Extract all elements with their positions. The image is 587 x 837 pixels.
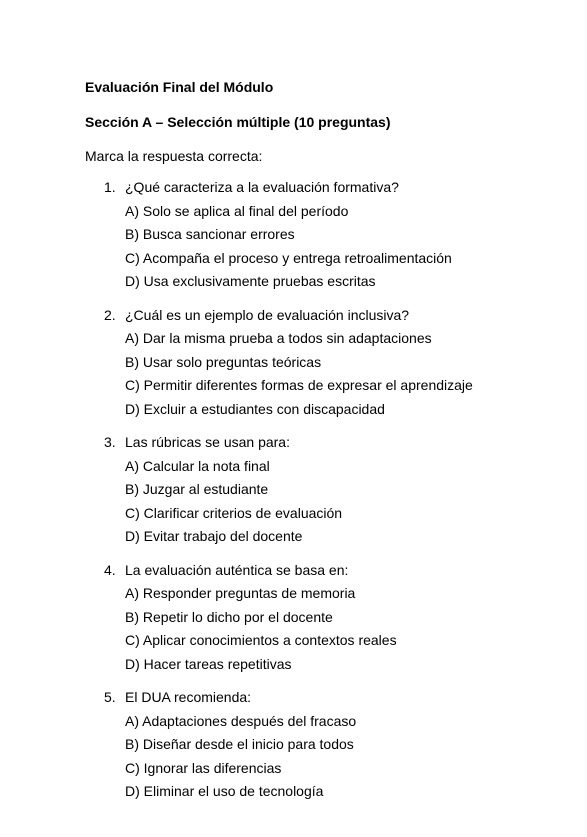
question-4: [104, 559, 574, 677]
question-3: [104, 431, 574, 549]
answer-option: A) Responder preguntas de memoria: [125, 585, 356, 601]
answer-option: A) Dar la misma prueba a todos sin adaptaciones: [125, 330, 432, 346]
answer-option: B) Juzgar al estudiante: [125, 481, 269, 497]
answer-option: C) Clarificar criterios de evaluación: [125, 504, 343, 521]
question-number: 2.: [104, 306, 116, 323]
answer-option: D) Usa exclusivamente pruebas escritas: [125, 273, 376, 289]
question-2: [104, 304, 574, 422]
question-text: ¿Qué caracteriza a la evaluación formativa?: [125, 179, 399, 195]
question-number: 4.: [104, 561, 116, 578]
document-title: Evaluación Final del Módulo: [85, 79, 274, 95]
answer-option: B) Diseñar desde el inicio para todos: [125, 736, 354, 752]
answer-option: B) Repetir lo dicho por el docente: [125, 608, 333, 625]
question-text: ¿Cuál es un ejemplo de evaluación inclusiva?: [125, 306, 410, 323]
question-number: 5.: [104, 689, 116, 705]
question-1: [104, 176, 574, 294]
answer-option: B) Usar solo preguntas teóricas: [125, 353, 322, 370]
answer-option: C) Aplicar conocimientos a contextos reales: [125, 632, 397, 648]
answer-option: C) Permitir diferentes formas de expresar el aprendizaje: [125, 377, 473, 393]
question-5: [104, 686, 574, 804]
answer-option: A) Calcular la nota final: [125, 457, 270, 474]
answer-option: D) Hacer tareas repetitivas: [125, 655, 292, 672]
section-title: Sección A – Selección múltiple (10 preguntas): [85, 114, 391, 130]
answer-option: D) Evitar trabajo del docente: [125, 528, 303, 544]
answer-option: C) Acompaña el proceso y entrega retroalimentación: [125, 249, 452, 266]
answer-option: B) Busca sancionar errores: [125, 226, 295, 242]
question-text: El DUA recomienda:: [125, 689, 252, 705]
question-number: 3.: [104, 434, 116, 450]
question-list: [104, 176, 574, 814]
instructions-text: Marca la respuesta correcta:: [85, 148, 263, 164]
question-text: Las rúbricas se usan para:: [125, 434, 290, 450]
answer-option: D) Excluir a estudiantes con discapacidad: [125, 400, 385, 417]
answer-option: C) Ignorar las diferencias: [125, 759, 282, 776]
answer-option: A) Solo se aplica al final del período: [125, 202, 349, 219]
answer-option: A) Adaptaciones después del fracaso: [125, 712, 357, 729]
question-text: La evaluación auténtica se basa en:: [125, 561, 349, 578]
question-number: 1.: [104, 179, 116, 195]
answer-option: D) Eliminar el uso de tecnología: [125, 783, 324, 799]
